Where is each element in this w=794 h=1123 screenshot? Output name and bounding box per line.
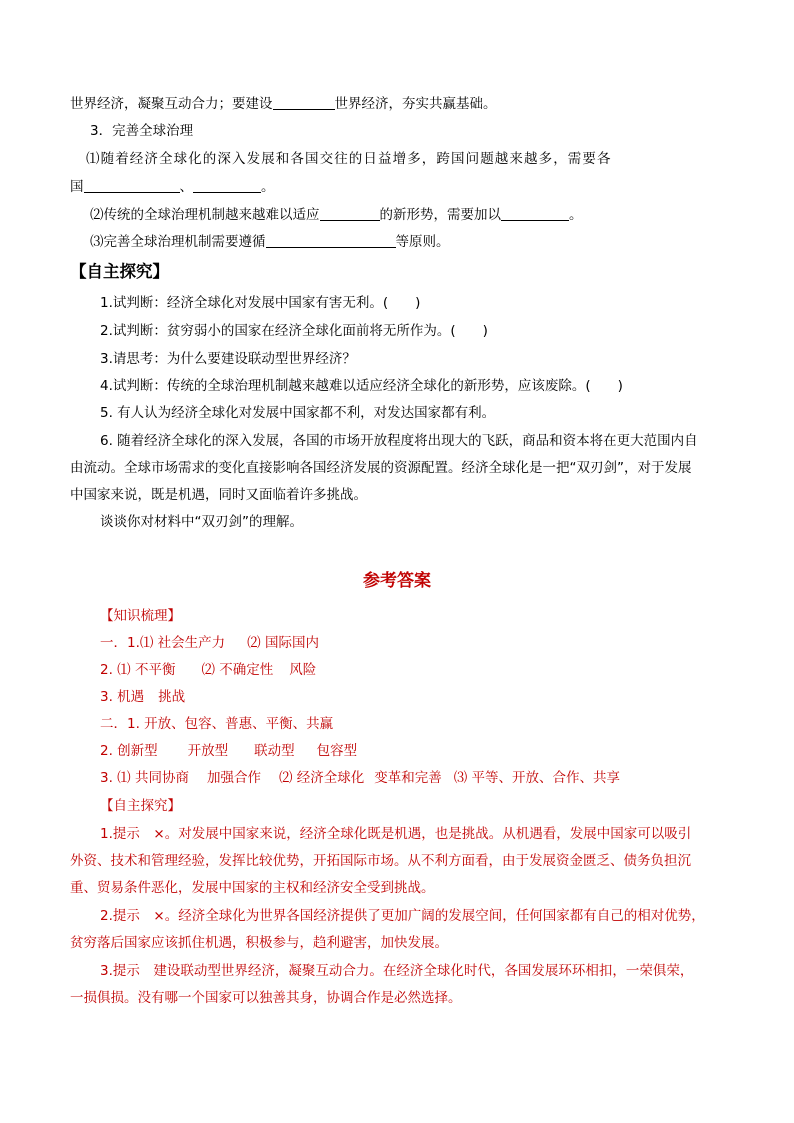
fill-blank[interactable] (273, 95, 335, 110)
text-line (90, 233, 450, 251)
text-line (90, 206, 583, 224)
answer-line: 2.提示 ×。经济全球化为世界各国经济提供了更加广阔的发展空间，任何国家都有自己的相对优势， (100, 908, 705, 924)
fill-blank[interactable] (320, 206, 380, 221)
answer-segment: ⑵ 经济全球化 (278, 770, 365, 786)
question: 中国家来说，既是机遇，同时又面临着许多挑战。 (70, 487, 367, 503)
question: 5. 有人认为经济全球化对发展中国家都不利，对发达国家都有利。 (100, 405, 496, 421)
fill-blank[interactable] (193, 178, 261, 193)
answer-segment: 包容型 (316, 743, 358, 759)
question: 1.试判断：经济全球化对发展中国家有害无利。( ) (100, 295, 421, 311)
answer-line: 二．1. 开放、包容、普惠、平衡、共赢 (100, 716, 334, 732)
answer-line: 贫穷落后国家应该抓住机遇，积极参与，趋利避害，加快发展。 (70, 935, 448, 951)
answer-line (100, 739, 357, 759)
question: 4.试判断：传统的全球治理机制越来越难以适应经济全球化的新形势，应该废除。( ) (100, 378, 623, 394)
text-line (70, 178, 275, 196)
answer-title: 参考答案 (363, 571, 431, 591)
fill-blank[interactable] (266, 233, 396, 248)
question: 3.请思考：为什么要建设联动型世界经济？ (100, 351, 356, 367)
answer-segment: ⑵ 国际国内 (247, 635, 319, 651)
text-segment: ⑶完善全球治理机制需要遵循 (90, 234, 266, 250)
answer-segment: 变革和完善 (374, 770, 442, 786)
text-segment: 等原则。 (395, 234, 450, 250)
section-heading: 【自主探究】 (70, 262, 169, 281)
answer-line: 一损俱损。没有哪一个国家可以独善其身，协调合作是必然选择。 (70, 990, 462, 1006)
text-segment: 世界经济，凝聚互动合力；要建设 (70, 96, 273, 112)
answer-line: 3.提示 建设联动型世界经济，凝聚互动合力。在经济全球化时代，各国发展环环相扣，一荣俱荣， (100, 963, 694, 979)
text-segment: 世界经济，夯实共赢基础。 (334, 96, 497, 112)
answer-line (100, 766, 620, 786)
answer-segment: 加强合作 (206, 770, 261, 786)
answer-segment: 联动型 (254, 743, 295, 759)
text-segment: 。 (569, 207, 583, 223)
answer-segment: 2. ⑴ 不平衡 (100, 662, 176, 678)
answer-segment: 风险 (289, 662, 317, 678)
answer-line (100, 631, 319, 651)
question: 2.试判断：贫穷弱小的国家在经济全球化面前将无所作为。( ) (100, 323, 488, 339)
answer-line (100, 685, 185, 705)
answer-heading: 【知识梳理】 (100, 608, 181, 624)
text-segment: 。 (261, 179, 275, 195)
text-segment: ⑵传统的全球治理机制越来越难以适应 (90, 207, 320, 223)
answer-line (100, 658, 316, 678)
answer-line: 重、贸易条件恶化，发展中国家的主权和经济安全受到挑战。 (70, 880, 435, 896)
question: 谈谈你对材料中“双刃剑”的理解。 (100, 514, 303, 530)
text-line (70, 95, 497, 113)
answer-segment: 挑战 (158, 689, 186, 705)
text-segment: 的新形势，需要加以 (379, 207, 501, 223)
answer-segment: 开放型 (187, 743, 229, 759)
answer-segment: ⑵ 不确定性 (201, 662, 274, 678)
answer-line: 外资、技术和管理经验，发挥比较优势，开拓国际市场。从不利方面看，由于发展资金匮乏、债务负担沉 (70, 853, 691, 869)
answer-segment: 一．1.⑴ 社会生产力 (100, 635, 226, 651)
answer-heading: 【自主探究】 (100, 798, 181, 814)
answer-segment: 2. 创新型 (100, 743, 158, 759)
fill-blank[interactable] (501, 206, 569, 221)
question: 由流动。全球市场需求的变化直接影响各国经济发展的资源配置。经济全球化是一把“双刃剑”，对于发展 (70, 460, 692, 476)
question: 6. 随着经济全球化的深入发展，各国的市场开放程度将出现大的飞跃，商品和资本将在更大范围内自 (100, 433, 698, 449)
text-segment: 国 (70, 179, 84, 195)
answer-line: 1.提示 ×。对发展中国家来说，经济全球化既是机遇，也是挑战。从机遇看，发展中国家可以吸引 (100, 826, 692, 842)
text-segment: 、 (179, 179, 193, 195)
answer-segment: 3. ⑴ 共同协商 (100, 770, 189, 786)
text-line: ⑴随着经济全球化的深入发展和各国交往的日益增多，跨国问题越来越多，需要各 (86, 151, 612, 167)
fill-blank[interactable] (84, 178, 180, 193)
section-heading: 3．完善全球治理 (90, 123, 194, 139)
answer-segment: 3. 机遇 (100, 689, 145, 705)
answer-segment: ⑶ 平等、开放、合作、共享 (453, 770, 621, 786)
